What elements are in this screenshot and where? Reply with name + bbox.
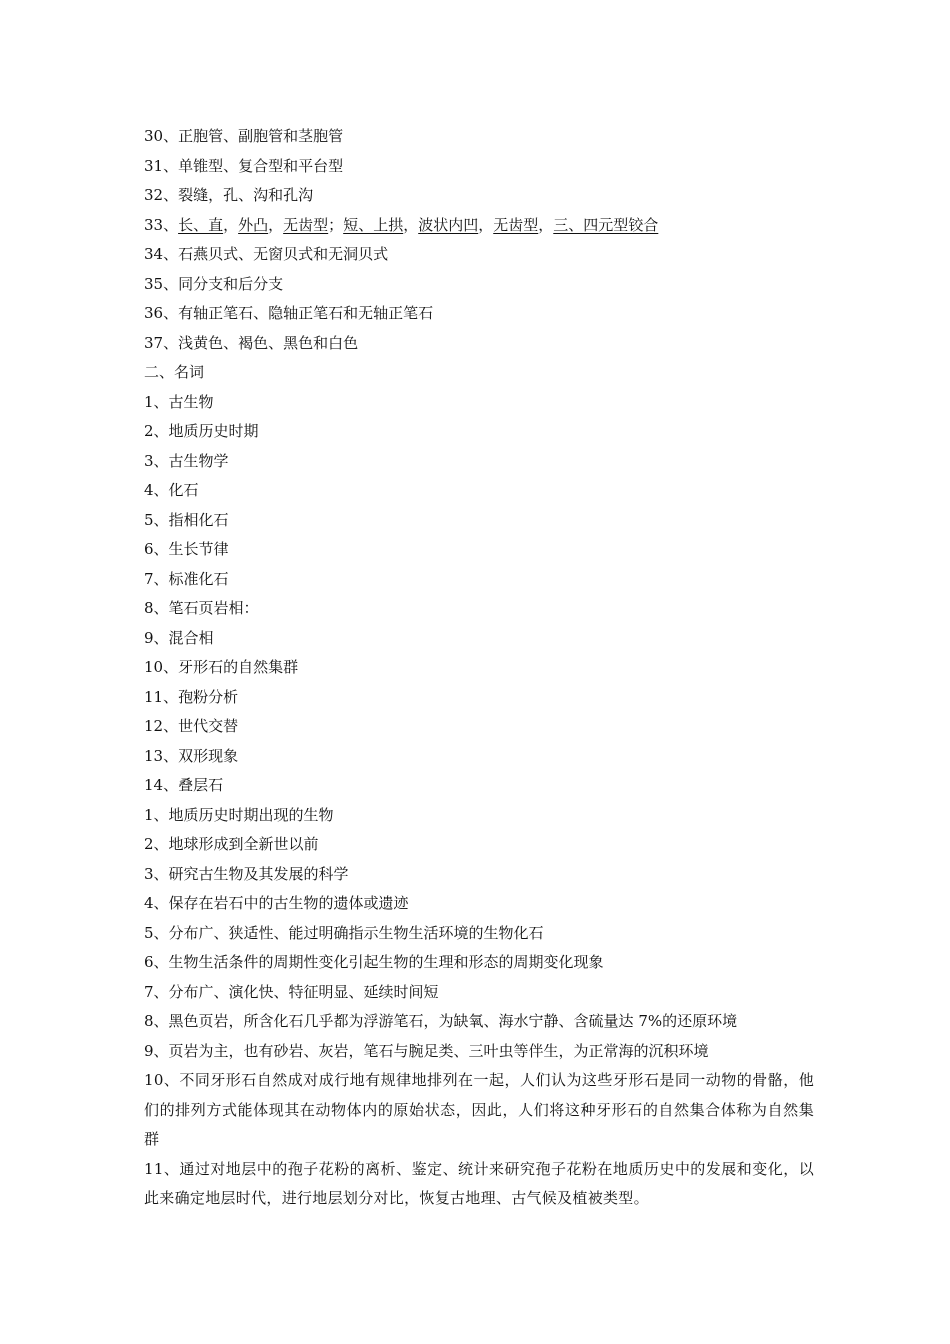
separator: ，: [223, 215, 239, 234]
definition-paragraph-10: 10、不同牙形石自然成对成行地有规律地排列在一起，人们认为这些牙形石是同一动物的骨骼，他们的排列方式能体现其在动物体内的原始状态，因此，人们将这种牙形石的自然集合体称为自然集群: [144, 1071, 814, 1148]
section-heading: 二、名词: [144, 363, 205, 381]
document-body: [144, 122, 814, 1214]
term-item: 8、笔石页岩相：: [144, 599, 259, 617]
answer-line: 36、有轴正笔石、隐轴正笔石和无轴正笔石: [144, 304, 434, 322]
underlined-answer: 无齿型: [493, 215, 539, 234]
separator: ，: [538, 215, 554, 234]
term-item: 6、生长节律: [144, 540, 229, 558]
definition-item: 3、研究古生物及其发展的科学: [144, 864, 349, 883]
term-item: 3、古生物学: [144, 451, 229, 470]
term-item: 14、叠层石: [144, 776, 224, 794]
answer-line: 30、正胞管、副胞管和茎胞管: [144, 127, 344, 145]
term-item: 7、标准化石: [144, 569, 229, 588]
term-item: 2、地质历史时期: [144, 422, 259, 440]
definition-item: 2、地球形成到全新世以前: [144, 835, 319, 853]
term-item: 1、古生物: [144, 392, 214, 411]
underlined-answer: 长、直: [178, 215, 224, 234]
answer-line-33: [144, 211, 814, 241]
answer-line: 32、裂缝，孔、沟和孔沟: [144, 186, 314, 204]
underlined-answer: 波状内凹: [418, 215, 479, 234]
answer-line: 34、石燕贝式、无窗贝式和无洞贝式: [144, 245, 389, 263]
underlined-answer: 短、上拱: [343, 215, 404, 234]
term-item: 11、孢粉分析: [144, 687, 239, 706]
underlined-answer: 三、四元型铰合: [553, 215, 659, 234]
definition-item: 7、分布广、演化快、特征明显、延续时间短: [144, 982, 439, 1001]
answer-number: 33、: [144, 215, 179, 234]
definition-item: 6、生物生活条件的周期性变化引起生物的生理和形态的周期变化现象: [144, 953, 604, 971]
definition-item: 1、地质历史时期出现的生物: [144, 805, 334, 824]
term-item: 10、牙形石的自然集群: [144, 658, 299, 676]
underlined-answer: 无齿型: [283, 215, 329, 234]
definition-item: 9、页岩为主，也有砂岩、灰岩，笔石与腕足类、三叶虫等伴生，为正常海的沉积环境: [144, 1041, 709, 1060]
definition-item: 4、保存在岩石中的古生物的遗体或遗迹: [144, 894, 409, 912]
term-item: 5、指相化石: [144, 510, 229, 529]
term-item: 13、双形现象: [144, 746, 239, 765]
underlined-answer: 外凸: [238, 215, 269, 234]
separator: ；: [328, 215, 344, 234]
separator: ，: [268, 215, 284, 234]
definition-item: 8、黑色页岩，所含化石几乎都为浮游笔石，为缺氧、海水宁静、含硫量达 7%的还原环境: [144, 1012, 738, 1030]
answer-line: 35、同分支和后分支: [144, 274, 284, 293]
term-item: 4、化石: [144, 481, 199, 499]
term-item: 12、世代交替: [144, 717, 239, 735]
separator: ，: [403, 215, 419, 234]
term-item: 9、混合相: [144, 628, 214, 647]
definition-paragraph-11: 11、通过对地层中的孢子花粉的离析、鉴定、统计来研究孢子花粉在地质历史中的发展和变化，以此来确定地层时代，进行地层划分对比，恢复古地理、古气候及植被类型。: [144, 1159, 814, 1207]
answer-line: 31、单锥型、复合型和平台型: [144, 156, 344, 175]
separator: ，: [478, 215, 494, 234]
definition-item: 5、分布广、狭适性、能过明确指示生物生活环境的生物化石: [144, 923, 544, 942]
answer-line: 37、浅黄色、褐色、黑色和白色: [144, 333, 359, 352]
